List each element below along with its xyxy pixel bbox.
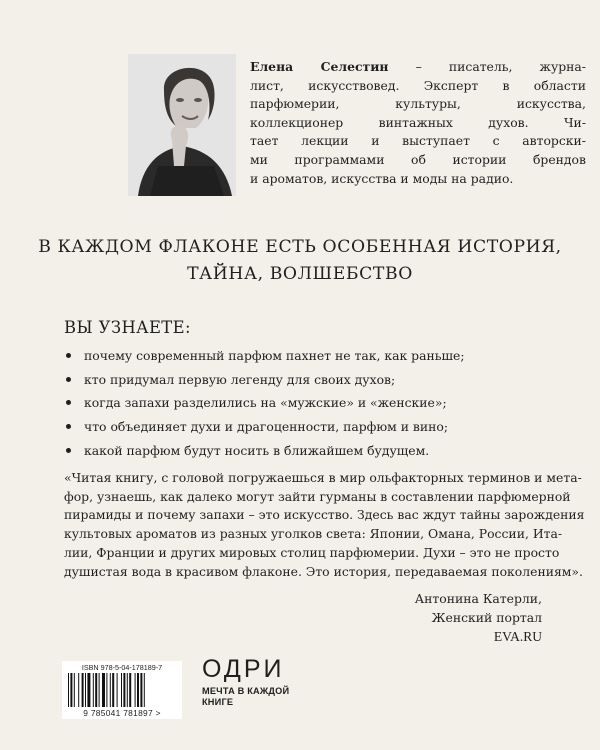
headline-line: ТАЙНА, ВОЛШЕБСТВО	[187, 264, 413, 284]
quote-line: пирамиды и почему запахи – это искусство. Здесь вас ждут тайны зарождения	[64, 507, 585, 523]
author-bio-line: и ароматов, искусства и моды на радио.	[250, 170, 514, 186]
list-item-text: какой парфюм будут носить в ближайшем будущем.	[84, 442, 430, 458]
review-quote	[64, 469, 585, 581]
author-portrait-image	[128, 54, 236, 196]
author-bio-line: – писатель, журна-	[388, 59, 586, 74]
list-item	[64, 391, 584, 415]
barcode-box	[62, 661, 182, 719]
list-item-text: что объединяет духи и драгоценности, парфюм и вино;	[84, 419, 449, 435]
learn-title: ВЫ УЗНАЕТЕ:	[64, 318, 191, 337]
publisher-slogan	[202, 686, 312, 708]
isbn-label: ISBN 978-5-04-178189-7	[81, 663, 163, 672]
list-item	[64, 344, 584, 368]
author-bio-line: парфюмерии, культуры, искусства,	[250, 96, 586, 112]
quote-line: фор, узнаешь, как далеко могут зайти гурманы в составлении парфюмерной	[64, 488, 571, 504]
quote-line: лии, Франции и других мировых столиц парфюмерии. Духи – это не просто	[64, 544, 560, 560]
author-photo	[128, 54, 236, 196]
author-bio-line: тает лекции и выступает с авторски-	[250, 133, 586, 149]
headline-line: В КАЖДОМ ФЛАКОНЕ ЕСТЬ ОСОБЕННАЯ ИСТОРИЯ,	[38, 237, 562, 257]
quote-line: душистая вода в красивом флаконе. Это история, передаваемая поколениям».	[64, 563, 583, 579]
author-bio	[250, 58, 586, 188]
list-item-text: почему современный парфюм пахнет не так, как раньше;	[84, 348, 465, 363]
quote-line: «Читая книгу, с головой погружаешься в мир ольфакторных терминов и мета-	[64, 470, 582, 485]
quote-line: культовых ароматов из разных уголков света: Японии, Омана, России, Ита-	[64, 526, 563, 542]
list-item-text: кто придумал первую легенду для своих духов;	[84, 371, 396, 387]
barcode-digits: 9 785041 781897 >	[83, 708, 161, 718]
bullet-icon	[66, 377, 71, 382]
publisher-brand	[202, 655, 312, 708]
author-bio-line: коллекционер винтажных духов. Чи-	[250, 114, 586, 130]
bullet-icon	[66, 353, 71, 358]
headline	[0, 234, 600, 288]
attribution-site: EVA.RU	[493, 629, 542, 644]
attribution-portal: Женский портал	[431, 610, 542, 625]
list-item	[64, 439, 584, 463]
bullet-icon	[66, 448, 71, 453]
author-bio-line: ми программами об истории брендов	[250, 151, 586, 167]
list-item-text: когда запахи разделились на «мужские» и «женские»;	[84, 395, 447, 411]
bullet-icon	[66, 424, 71, 429]
author-bio-line: лист, искусствовед. Эксперт в области	[250, 77, 586, 93]
author-block	[128, 54, 588, 204]
attribution-name: Антонина Катерли,	[414, 591, 542, 606]
list-item	[64, 415, 584, 439]
slogan-line: МЕЧТА В КАЖДОЙ	[202, 686, 290, 696]
quote-attribution	[415, 589, 542, 646]
list-item	[64, 368, 584, 392]
publisher-logo: ОДРИ	[202, 655, 285, 683]
bullet-icon	[66, 400, 71, 405]
learn-list	[64, 344, 584, 463]
author-name: Елена Селестин	[250, 59, 389, 74]
slogan-line: КНИГЕ	[202, 697, 234, 707]
barcode-image	[68, 673, 176, 707]
